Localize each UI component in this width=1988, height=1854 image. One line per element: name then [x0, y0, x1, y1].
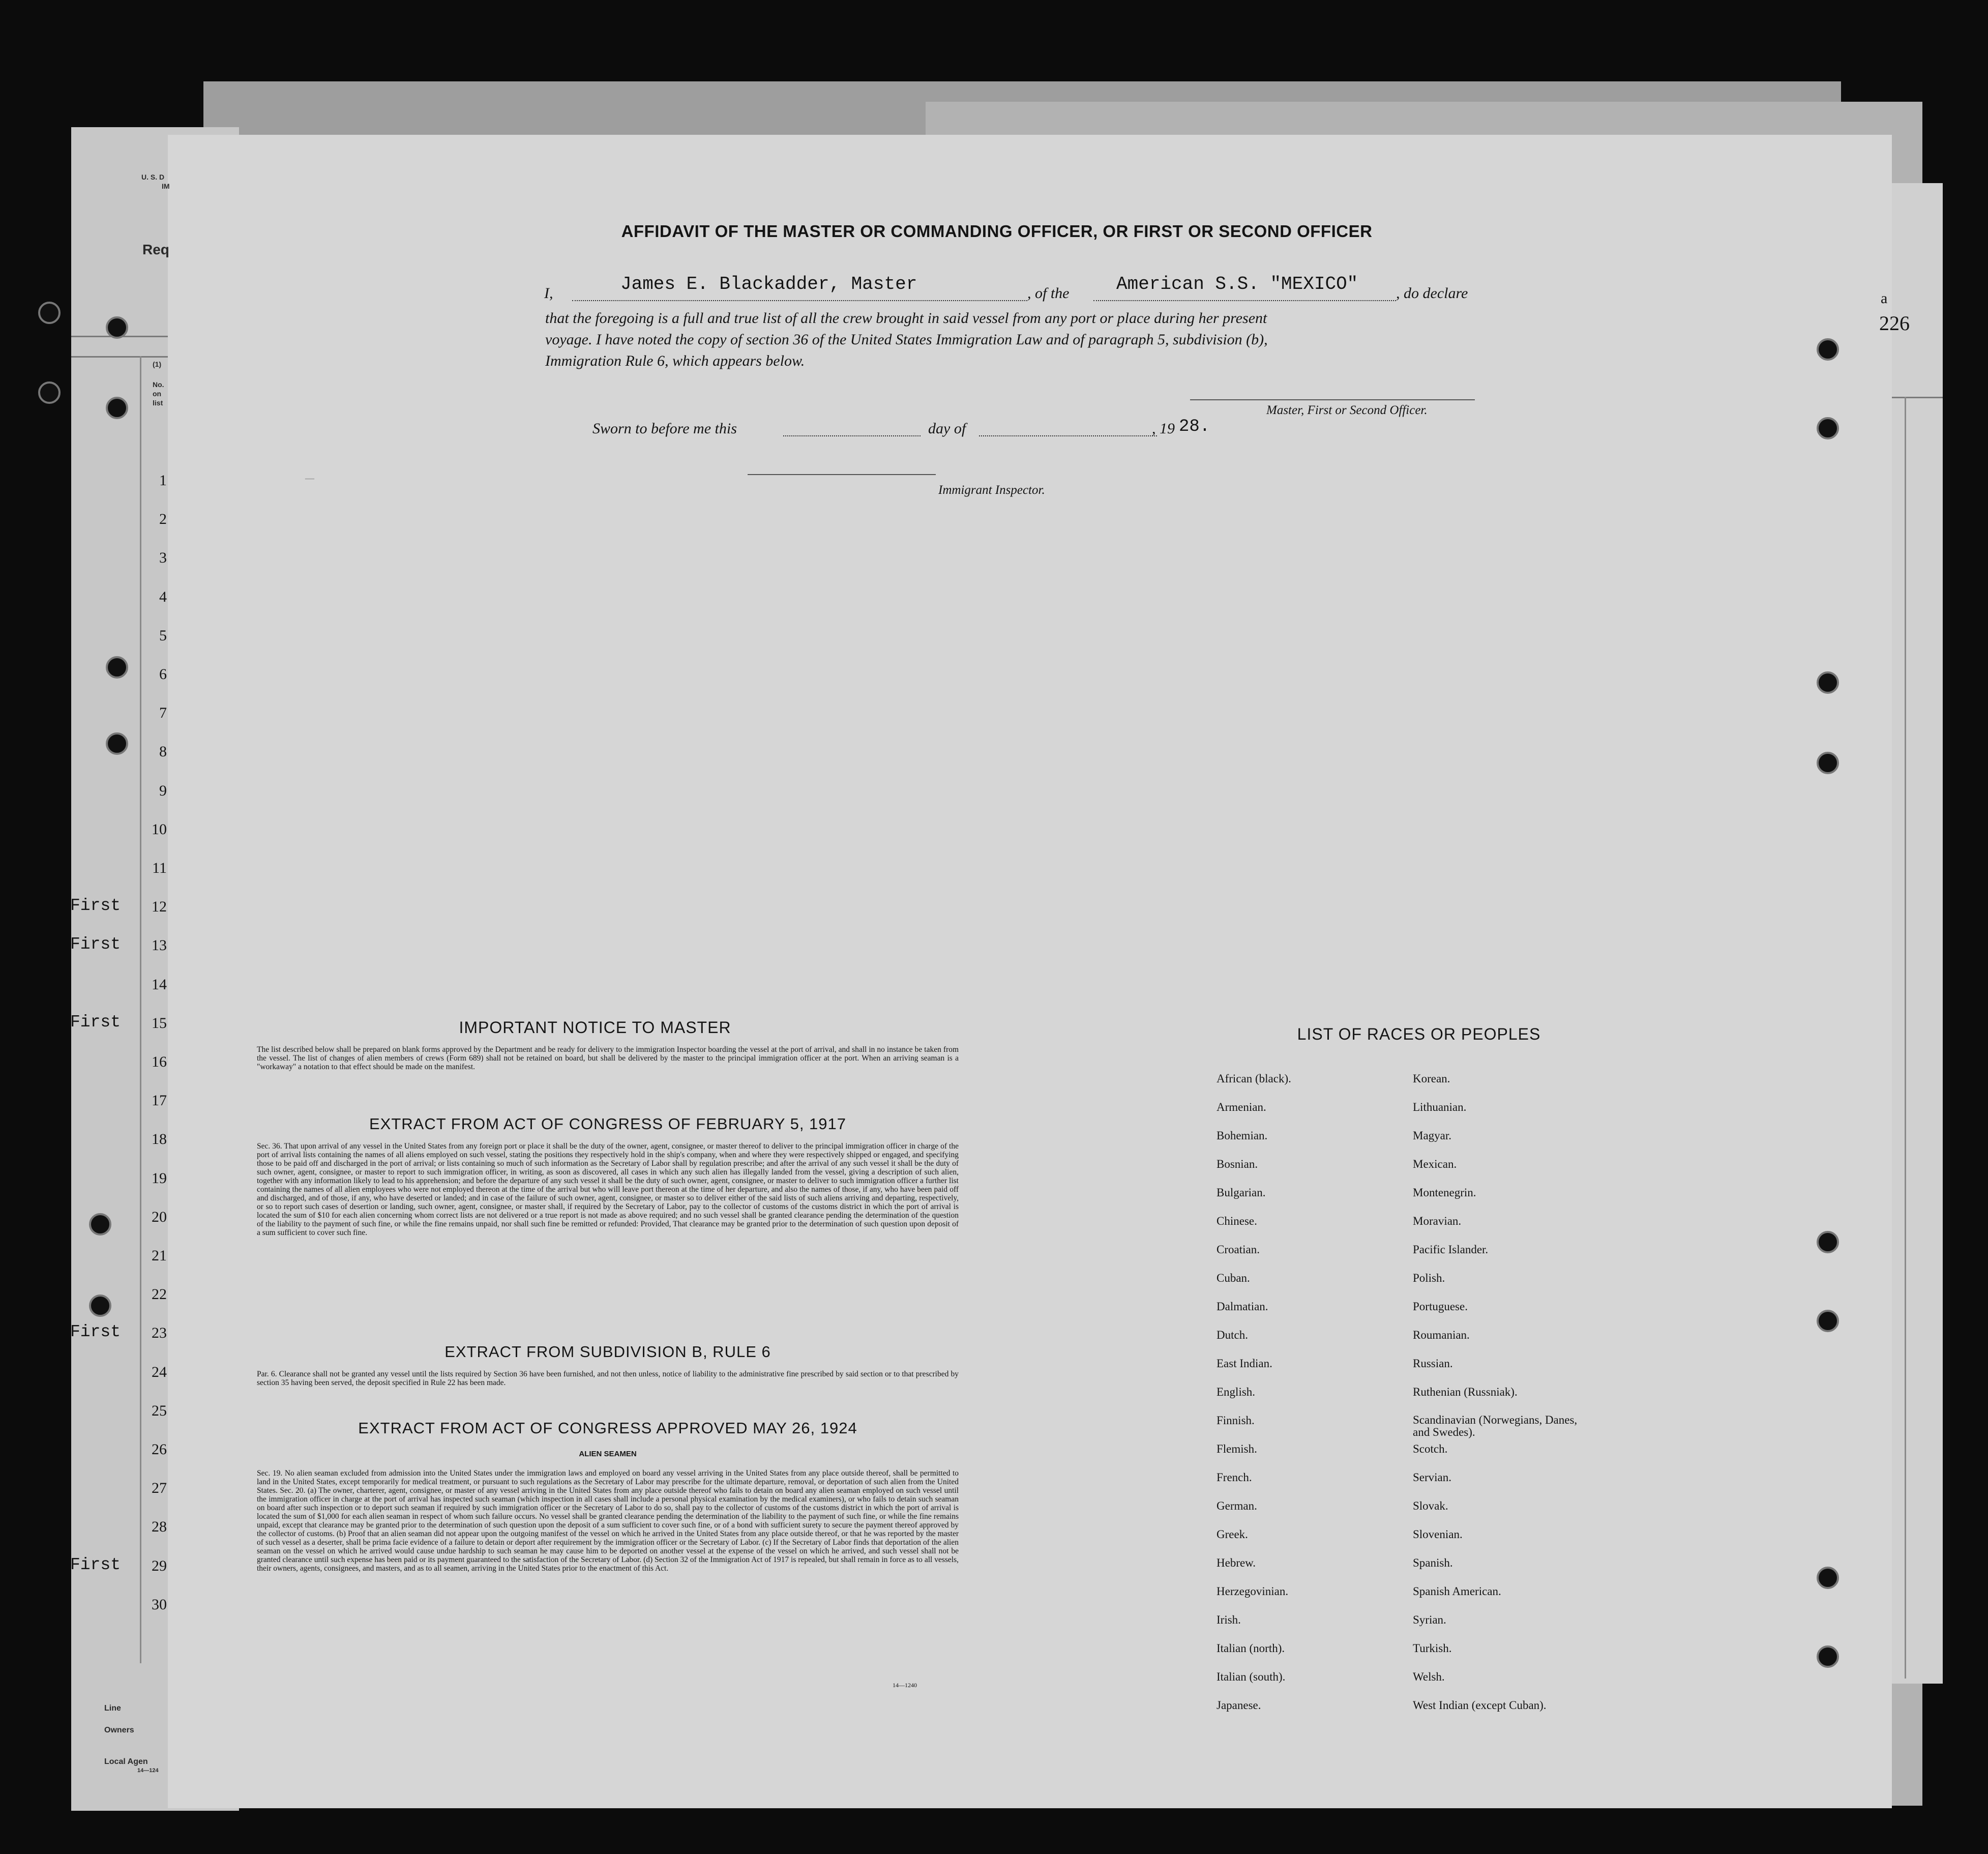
- left-req-label: Req: [142, 242, 169, 257]
- race-entry: Spanish.: [1413, 1556, 1453, 1569]
- extract1-body: Sec. 36. That upon arrival of any vessel in the United States from any foreign port or place it shall be the duty of the owner, agent, consignee, or master thereof to deliver to the principal immigration officer in charge of the port of arrival lists containing the names of all aliens employed on such vessel, stating the positions they respectively hold in the ship's company, when and where they were respectively shipped or engaged, and specifying those to be paid off and discharged in the port of arrival; or lists containing so much of such information as the Secretary of Labor shall by regulation prescribe; and after the arrival of any such vessel it shall be the duty of such owner, agent, consignee, or master to report to such immigration officer, in writing, as soon as discovered, all cases in which any such alien has illegally landed from the vessel, giving a description of such alien, together with any information likely to lead to his apprehension; and before the departure of any such vessel it shall be the duty of such owner, agent, consignee, or master to deliver to such immigration officer a further list containing the names of all alien employees who were not employed thereon at the time of the arrival but who will leave port thereon at the time of her departure, and also the names of those, if any, who have been paid off and discharged, and of those, if any, who have deserted or landed; and in case of the failure of such owner, agent, consignee, or master so to deliver either of the said lists of such aliens arriving and departing, respectively, or so to report such cases of desertion or landing, such owner, agent, consignee, or master shall, if required by the Secretary of Labor, pay to the collector of customs of the customs district in which the port of arrival is located the sum of $10 for each alien concerning whom correct lists are not delivered or a true report is not made as above required; and no such vessel shall be granted clearance pending the determination of the question of the liability to the payment of such fine, or while the fine remains unpaid, nor shall such fine be remitted or refunded: Provided, That clearance may be granted prior to the determination of such question upon deposit of a sum sufficient to cover such fine.: [257, 1142, 959, 1237]
- form-code: 14—1240: [893, 1682, 917, 1689]
- race-entry: Cuban.: [1216, 1272, 1250, 1284]
- punch-hole: [106, 397, 128, 419]
- notice-body: The list described below shall be prepared on blank forms approved by the Department and be ready for delivery to the immigration Inspector boarding the vessel at the port of arrival, and shall in no instance be taken from the vessel. The list of changes of alien members of crews (Form 689) shall not be retained on board, but shall be delivered by the master to the principal immigration officer at the port. When an arriving seaman is a "workaway" a notation to that effect should be made on the manifest.: [257, 1045, 959, 1071]
- row-number: 2: [159, 511, 167, 528]
- left-no-label: on: [153, 390, 162, 398]
- race-entry: Portuguese.: [1413, 1300, 1468, 1313]
- extract3-body: Sec. 19. No alien seaman excluded from admission into the United States under the immigration laws and employed on board any vessel arriving in the United States from any place outside thereof, shall be permitted to land in the United States, except temporarily for medical treatment, or pursuant to such regulations as the Secretary of Labor may prescribe for the ultimate departure, removal, or deportation of such alien from the United States. Sec. 20. (a) The owner, charterer, agent, consignee, or master of any vessel arriving in the United States from any place outside thereof who fails to detain on board any alien seaman employed on such vessel until the immigration officer in charge at the port of arrival has inspected such seaman (which inspection in all cases shall include a personal physical examination by the medical examiners), or who fails to detain such seaman on board after such inspection or to deport such seaman if required by such immigration officer or the Secretary of Labor to do so, shall pay to the collector of customs of the customs district in which the port of arrival is located the sum of $1,000 for each alien seaman in respect of whom such failure occurs. No vessel shall be granted clearance pending the determination of the liability to the payment of such fine, or while the fine remains unpaid, except that clearance may be granted prior to the determination of such question upon the deposit of a sum sufficient to cover such fine, or of a bond with sufficient surety to secure the payment thereof approved by the collector of customs. (b) Proof that an alien seaman did not appear upon the outgoing manifest of the vessel on which he arrived in the United States from any place outside thereof, or that he was reported by the master of such vessel as a deserter, shall be prima facie evidence of a failure to detain or deport after requirement by the immigration officer or the Secretary of Labor. (c) If the Secretary of Labor finds that deportation of the alien seaman on the vessel on which he arrived would cause undue hardship to such seaman he may cause him to be deported on another vessel at the expense of the vessel on which he arrived, and such vessel shall not be granted clearance until such expense has been paid or its payment guaranteed to the satisfaction of the Secretary of Labor. (d) Section 32 of the Immigration Act of 1917 is repealed, but shall remain in force as to all vessels, their owners, agents, consignees, and masters, and as to all seamen, arriving in the United States prior to the enactment of this Act.: [257, 1469, 959, 1573]
- of-the-label: , of the: [1027, 285, 1070, 302]
- year-suffix: 28.: [1179, 417, 1210, 436]
- race-entry: Moravian.: [1413, 1215, 1462, 1227]
- row-number: 3: [159, 549, 167, 567]
- row-number: 19: [152, 1169, 167, 1187]
- affidavit-statement-line: that the foregoing is a full and true list of all the crew brought in said vessel from any port or place during her present: [545, 310, 1267, 327]
- row-number: 14: [152, 976, 167, 993]
- row-number: 13: [152, 937, 167, 954]
- punch-hole: [89, 1213, 111, 1235]
- extract3-subtitle: ALIEN SEAMEN: [579, 1450, 637, 1458]
- race-entry: Scotch.: [1413, 1443, 1448, 1455]
- sworn-day-line: [783, 435, 921, 436]
- left-col-header: (1): [153, 360, 162, 368]
- punch-hole: [89, 1294, 111, 1317]
- row-rating-mark: First: [70, 1322, 121, 1342]
- race-entry: East Indian.: [1216, 1357, 1272, 1370]
- row-number: 27: [152, 1480, 167, 1497]
- race-entry: Scandinavian (Norwegians, Danes, and Swedes).: [1413, 1414, 1578, 1438]
- race-entry: English.: [1216, 1386, 1256, 1398]
- race-entry: Italian (south).: [1216, 1670, 1286, 1683]
- row-number: 25: [152, 1402, 167, 1419]
- race-entry: Polish.: [1413, 1272, 1445, 1284]
- row-number: 30: [152, 1596, 167, 1613]
- race-entry: Roumanian.: [1413, 1329, 1470, 1341]
- signature-caption: Master, First or Second Officer.: [1266, 403, 1428, 417]
- sworn-month-line: [979, 435, 1157, 436]
- row-number: 20: [152, 1208, 167, 1225]
- row-number: 17: [152, 1092, 167, 1109]
- left-no-label: No.: [153, 380, 164, 389]
- bleed-through-text: —: [305, 470, 315, 488]
- race-entry: Mexican.: [1413, 1158, 1457, 1170]
- signature-line: [1190, 399, 1475, 400]
- inspector-line: [748, 474, 936, 475]
- do-declare-label: , do declare: [1396, 285, 1468, 302]
- punch-hole: [1817, 752, 1839, 774]
- row-rating-mark: First: [70, 896, 121, 916]
- footer-owners-label: Owners: [104, 1726, 134, 1734]
- race-entry: Magyar.: [1413, 1129, 1452, 1142]
- race-entry: Russian.: [1413, 1357, 1453, 1370]
- row-number: 8: [159, 743, 167, 760]
- inspector-caption: Immigrant Inspector.: [938, 483, 1045, 497]
- race-entry: Servian.: [1413, 1471, 1452, 1484]
- row-number: 16: [152, 1053, 167, 1070]
- vessel-name: American S.S. "MEXICO": [1116, 274, 1358, 295]
- affidavit-pronoun: I,: [544, 285, 553, 302]
- race-entry: Croatian.: [1216, 1243, 1260, 1256]
- row-number: 1: [159, 472, 167, 489]
- year-prefix: , 19: [1152, 420, 1175, 437]
- race-entry: Slovak.: [1413, 1499, 1448, 1512]
- row-rating-mark: First: [70, 935, 121, 954]
- affidavit-statement-line: voyage. I have noted the copy of section 36 of the United States Immigration Law and of paragraph 5, subdivision (b),: [545, 331, 1268, 348]
- punch-hole: [1817, 417, 1839, 439]
- row-number: 28: [152, 1518, 167, 1536]
- race-entry: West Indian (except Cuban).: [1413, 1699, 1547, 1712]
- row-number: 24: [152, 1363, 167, 1380]
- extract2-body: Par. 6. Clearance shall not be granted any vessel until the lists required by Section 36 have been furnished, and not then unless, notice of liability to the administrative fine prescribed by said section or to that prescribed by section 35 having been served, the deposit specified in Rule 22 has been made.: [257, 1370, 959, 1387]
- row-number: 21: [152, 1247, 167, 1264]
- race-entry: Lithuanian.: [1413, 1101, 1467, 1113]
- row-number: 18: [152, 1131, 167, 1148]
- race-entry: Flemish.: [1216, 1443, 1257, 1455]
- punch-hole: [1817, 671, 1839, 694]
- row-number: 22: [152, 1286, 167, 1303]
- affidavit-title: AFFIDAVIT OF THE MASTER OR COMMANDING OFFICER, OR FIRST OR SECOND OFFICER: [621, 222, 1373, 241]
- day-of-label: day of: [928, 420, 966, 437]
- master-name: James E. Blackadder, Master: [620, 274, 917, 295]
- race-entry: Welsh.: [1413, 1670, 1445, 1683]
- page-number: 226: [1879, 312, 1910, 335]
- right-sheet-mark: a: [1881, 290, 1888, 307]
- row-number: 15: [152, 1014, 167, 1032]
- vessel-fill-line: [1093, 300, 1396, 301]
- footer-form-code: 14—124: [137, 1768, 159, 1774]
- punch-hole: [1817, 338, 1839, 361]
- race-entry: Slovenian.: [1413, 1528, 1463, 1541]
- race-entry: Irish.: [1216, 1613, 1241, 1626]
- race-entry: Bohemian.: [1216, 1129, 1268, 1142]
- race-entry: Armenian.: [1216, 1101, 1266, 1113]
- extract3-title: EXTRACT FROM ACT OF CONGRESS APPROVED MAY 26, 1924: [358, 1419, 857, 1437]
- race-entry: French.: [1216, 1471, 1252, 1484]
- races-title: LIST OF RACES OR PEOPLES: [1297, 1025, 1541, 1043]
- punch-hole: [38, 381, 61, 404]
- race-entry: Bosnian.: [1216, 1158, 1258, 1170]
- race-entry: Dalmatian.: [1216, 1300, 1268, 1313]
- race-entry: Korean.: [1413, 1072, 1450, 1085]
- race-entry: Herzegovinian.: [1216, 1585, 1289, 1598]
- punch-hole: [1817, 1310, 1839, 1332]
- punch-hole: [1817, 1645, 1839, 1668]
- row-number: 7: [159, 704, 167, 722]
- footer-line-label: Line: [104, 1704, 121, 1713]
- race-entry: Turkish.: [1413, 1642, 1452, 1655]
- race-entry: Ruthenian (Russniak).: [1413, 1386, 1518, 1398]
- row-number: 4: [159, 588, 167, 605]
- punch-hole: [1817, 1567, 1839, 1589]
- race-entry: African (black).: [1216, 1072, 1291, 1085]
- race-entry: Dutch.: [1216, 1329, 1248, 1341]
- row-rating-mark: First: [70, 1555, 121, 1574]
- punch-hole: [106, 316, 128, 339]
- race-entry: Italian (north).: [1216, 1642, 1285, 1655]
- row-number: 9: [159, 782, 167, 799]
- punch-hole: [106, 732, 128, 755]
- sworn-label: Sworn to before me this: [592, 420, 737, 437]
- row-number: 6: [159, 666, 167, 683]
- race-entry: Finnish.: [1216, 1414, 1255, 1427]
- punch-hole: [1817, 1231, 1839, 1253]
- row-number: 26: [152, 1441, 167, 1458]
- race-entry: Chinese.: [1216, 1215, 1257, 1227]
- row-number: 29: [152, 1557, 167, 1574]
- punch-hole: [38, 302, 61, 324]
- row-rating-mark: First: [70, 1012, 121, 1032]
- left-header-fragment: U. S. D: [141, 173, 165, 181]
- extract1-title: EXTRACT FROM ACT OF CONGRESS OF FEBRUARY 5, 1917: [369, 1115, 847, 1133]
- affidavit-statement: [545, 308, 1486, 372]
- left-header-fragment: IM: [162, 182, 170, 190]
- race-entry: Bulgarian.: [1216, 1186, 1266, 1199]
- race-entry: Greek.: [1216, 1528, 1248, 1541]
- race-entry: Hebrew.: [1216, 1556, 1256, 1569]
- affidavit-statement-line: Immigration Rule 6, which appears below.: [545, 352, 805, 369]
- notice-title: IMPORTANT NOTICE TO MASTER: [459, 1018, 731, 1037]
- row-number: 11: [152, 860, 167, 876]
- race-entry: Syrian.: [1413, 1613, 1446, 1626]
- punch-hole: [106, 656, 128, 679]
- row-number: 23: [152, 1325, 167, 1342]
- footer-agent-label: Local Agen: [104, 1757, 148, 1766]
- race-entry: German.: [1216, 1499, 1257, 1512]
- row-number: 5: [159, 627, 167, 644]
- right-sheet-column-rule: [1905, 397, 1906, 1679]
- race-entry: Japanese.: [1216, 1699, 1261, 1712]
- race-entry: Pacific Islander.: [1413, 1243, 1489, 1256]
- row-number: 12: [152, 898, 167, 916]
- extract2-title: EXTRACT FROM SUBDIVISION B, RULE 6: [444, 1343, 771, 1361]
- race-entry: Montenegrin.: [1413, 1186, 1476, 1199]
- race-entry: Spanish American.: [1413, 1585, 1501, 1598]
- name-fill-line: [572, 300, 1027, 301]
- row-number: 10: [152, 820, 167, 838]
- left-no-label: list: [153, 399, 163, 407]
